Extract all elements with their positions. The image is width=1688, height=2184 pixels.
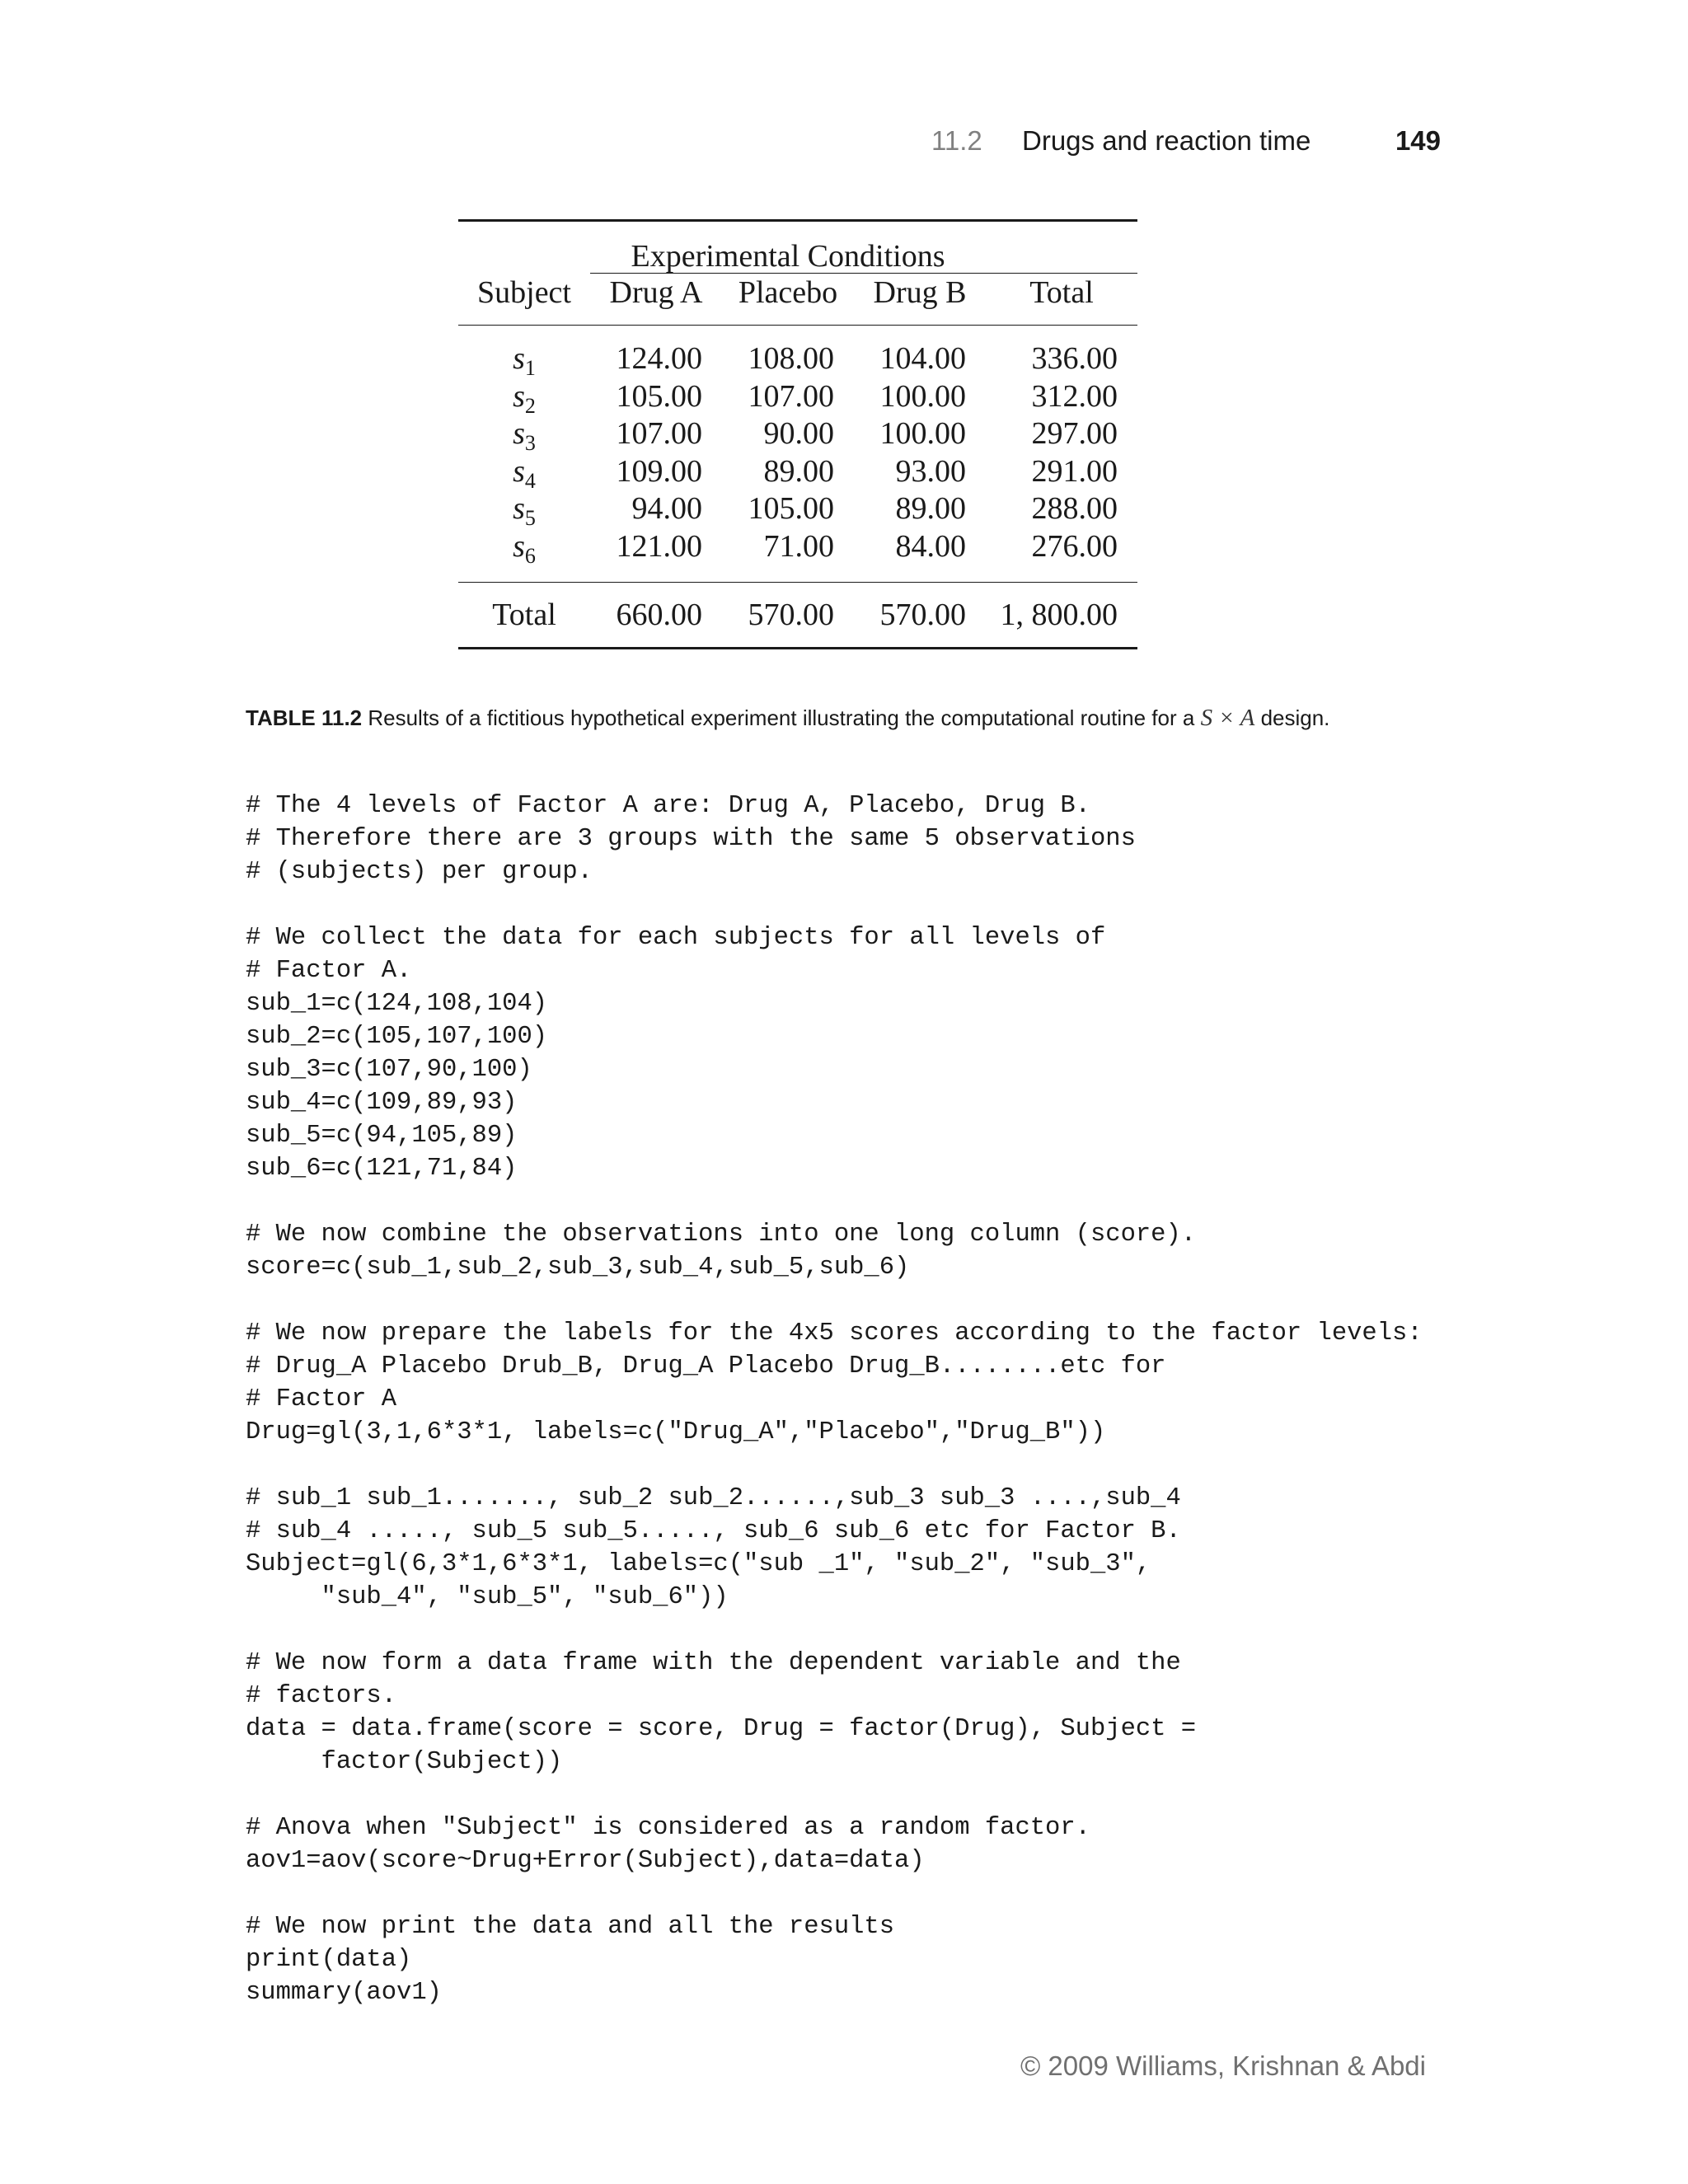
code-line: # The 4 levels of Factor A are: Drug A, Placebo, Drug B. [246, 792, 1090, 820]
running-head [907, 125, 1451, 166]
code-line: # Drug_A Placebo Drub_B, Drug_A Placebo Drug_B........etc for [246, 1352, 1166, 1380]
r-code-listing [246, 790, 1663, 2009]
table-cell: 660.00 [616, 598, 702, 632]
table-cell: 89.00 [763, 453, 834, 489]
table-cell: 297.00 [1031, 416, 1118, 452]
table-cell: 312.00 [1031, 378, 1118, 414]
code-line: # Anova when "Subject" is considered as a random factor. [246, 1814, 1090, 1842]
subject-cell: $s_5$ [513, 491, 536, 531]
code-line: # Factor A [246, 1385, 397, 1413]
section-number: 11.2 [931, 125, 982, 156]
code-line: # (subjects) per group. [246, 858, 593, 886]
table-cell: 90.00 [763, 416, 834, 452]
code-line: # Therefore there are 3 groups with the same 5 observations [246, 825, 1136, 853]
total-label: Total [492, 598, 556, 632]
table-cell: 105.00 [748, 491, 834, 527]
code-line: factor(Subject)) [246, 1748, 563, 1776]
caption-suffix: design. [1260, 705, 1330, 730]
code-line: Subject=gl(6,3*1,6*3*1, labels=c("sub _1", "sub_2", "sub_3", [246, 1550, 1151, 1578]
code-line: aov1=aov(score~Drug+Error(Subject),data=data) [246, 1847, 925, 1875]
table-cell: 84.00 [895, 528, 966, 564]
table-cell: 93.00 [895, 453, 966, 489]
code-line: Drug=gl(3,1,6*3*1, labels=c("Drug_A","Placebo","Drug_B")) [246, 1418, 1106, 1446]
code-line: # sub_1 sub_1......., sub_2 sub_2......,sub_3 sub_3 ....,sub_4 [246, 1484, 1181, 1512]
table-cell: 336.00 [1031, 341, 1118, 377]
caption-label: TABLE 11.2 [246, 705, 363, 730]
subject-cell: $s_3$ [513, 416, 536, 456]
code-line: print(data) [246, 1946, 412, 1974]
table-cell: 121.00 [616, 528, 702, 564]
code-line: sub_3=c(107,90,100) [246, 1056, 532, 1084]
code-line: # Factor A. [246, 957, 412, 985]
table-total-row [458, 583, 1137, 649]
table-row [458, 453, 1137, 491]
code-line: "sub_4", "sub_5", "sub_6")) [246, 1583, 729, 1611]
code-line: # sub_4 ....., sub_5 sub_5....., sub_6 sub_6 etc for Factor B. [246, 1517, 1181, 1545]
table-group-header-row [458, 221, 1137, 274]
column-header-drug-b: Drug B [854, 274, 986, 326]
table-cell: 71.00 [763, 528, 834, 564]
table-cell: 105.00 [616, 378, 702, 414]
column-header-drug-a: Drug A [590, 274, 722, 326]
caption-text: Results of a fictitious hypothetical experiment illustrating the computational routine for a [368, 705, 1195, 730]
code-line: # We collect the data for each subjects for all levels of [246, 924, 1106, 952]
code-line: # We now print the data and all the results [246, 1913, 895, 1941]
subject-cell: $s_1$ [513, 341, 536, 381]
code-line: score=c(sub_1,sub_2,sub_3,sub_4,sub_5,sub_6) [246, 1254, 910, 1282]
table-cell: 100.00 [879, 416, 966, 452]
code-line: sub_5=c(94,105,89) [246, 1122, 518, 1150]
table-cell: 291.00 [1031, 453, 1118, 489]
table-cell: 276.00 [1031, 528, 1118, 564]
table-cell: 89.00 [895, 491, 966, 527]
code-line: sub_2=c(105,107,100) [246, 1023, 548, 1051]
table-row [458, 528, 1137, 566]
section-title: Drugs and reaction time [1022, 125, 1311, 156]
code-line: # factors. [246, 1682, 397, 1710]
code-line: sub_6=c(121,71,84) [246, 1155, 518, 1183]
table-row [458, 415, 1137, 453]
results-table [458, 219, 1137, 649]
table-cell: 94.00 [631, 491, 702, 527]
copyright-footer: © 2009 Williams, Krishnan & Abdi [1020, 2050, 1426, 2081]
table-row [458, 340, 1137, 378]
table-cell: 100.00 [879, 378, 966, 414]
table-cell: 570.00 [879, 598, 966, 632]
table-cell: 124.00 [616, 341, 702, 377]
subject-cell: $s_4$ [513, 453, 536, 493]
table-row [458, 378, 1137, 416]
code-line: sub_1=c(124,108,104) [246, 990, 548, 1018]
table-row [458, 490, 1137, 528]
table-cell: 104.00 [879, 341, 966, 377]
code-line: # We now prepare the labels for the 4x5 scores according to the factor levels: [246, 1319, 1423, 1347]
code-line: data = data.frame(score = score, Drug = factor(Drug), Subject = [246, 1715, 1197, 1743]
table-column-header-row [458, 274, 1137, 326]
subject-cell: $s_6$ [513, 528, 536, 568]
code-line: # We now form a data frame with the dependent variable and the [246, 1649, 1181, 1677]
table-cell: 109.00 [616, 453, 702, 489]
table-cell: 108.00 [748, 341, 834, 377]
column-header-subject: Subject [458, 274, 590, 326]
table-cell: 107.00 [748, 378, 834, 414]
page-number: 149 [1395, 125, 1441, 156]
table-cell: 570.00 [748, 598, 834, 632]
code-line: summary(aov1) [246, 1979, 442, 2007]
column-header-total: Total [986, 274, 1137, 326]
subject-cell: $s_2$ [513, 378, 536, 418]
table-cell: 107.00 [616, 416, 702, 452]
group-header: Experimental Conditions [590, 221, 986, 274]
table-cell: 1, 800.00 [1000, 598, 1118, 632]
table-caption [246, 705, 1482, 732]
column-header-placebo: Placebo [722, 274, 854, 326]
caption-math: S × A [1200, 705, 1255, 731]
code-line: sub_4=c(109,89,93) [246, 1089, 518, 1117]
table-cell: 288.00 [1031, 491, 1118, 527]
code-line: # We now combine the observations into one long column (score). [246, 1221, 1197, 1249]
